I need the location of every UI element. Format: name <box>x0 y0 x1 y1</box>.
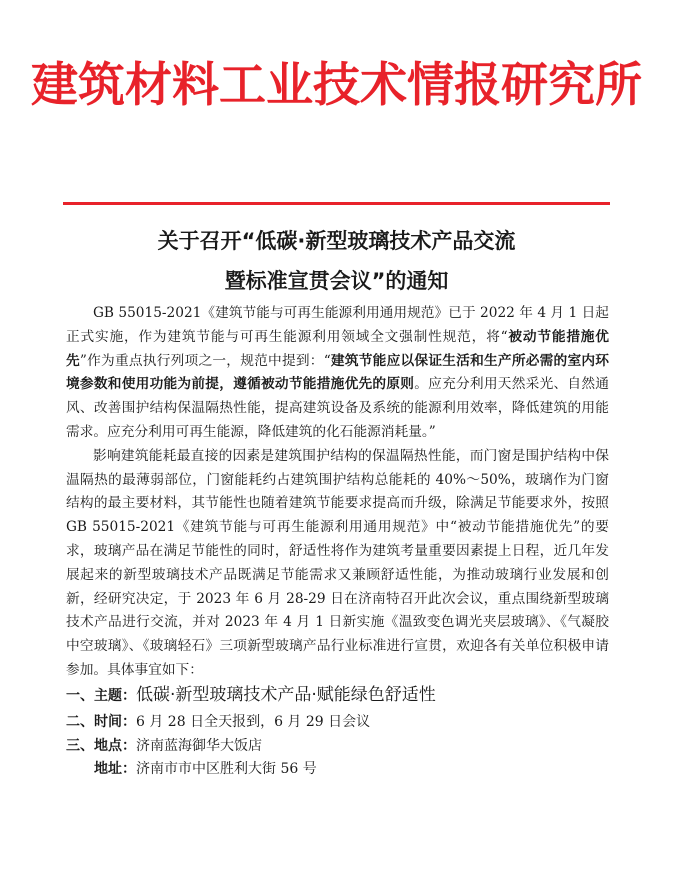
doc-title-line1: 关于召开“低碳·新型玻璃技术产品交流 <box>157 229 516 253</box>
theme-row <box>66 680 609 711</box>
bold-text-run: 建筑节能应以保证生活和生产所必需的室内环境参数和使用功能为前提，遵循被动节能措施优先的原则 <box>66 352 609 393</box>
doc-title-line2: 暨标准宣贯会议”的通知 <box>224 269 449 293</box>
venue-value: 济南蓝海御华大饭店 <box>136 737 262 754</box>
text-run: GB 55015-2021《建筑节能与可再生能源利用通用规范》已于 2022 年 4 月 1 日起正式实施，作为建筑节能与可再生能源利用领域全文强制性规范，将“ <box>66 305 609 345</box>
text-run: 影响建筑能耗最直接的因素是建筑围护结构的保温隔热性能，而门窗是围护结构中保温隔热的最薄弱部位，门窗能耗约占建筑围护结构总能耗的 40%～50%，玻璃作为门窗结构的最主要材料，其节能性也随着建筑节能要求提高而升级，除满足节能要求外，按照 GB 55015-2021《建筑节能与可再生能源利用通用规范》中“被动节能措施优先”的要求，玻璃产品在满足节能性的同时，舒适性将作为建筑考量重要因素提上日程，近几年发展起来的新型玻璃技术产品既满足节能需求又兼顾舒适性能，为推动玻璃行业发展和创新，经研究决定，于 2023 年 6 月 28-29 日在济南特召开此次会议，重点围绕新型玻璃技术产品进行交流，并对 2023 年 4 月 1 日新实施《温致变色调光夹层玻璃》、《气凝胶中空玻璃》、《玻璃轻石》三项新型玻璃产品行业标准进行宣贯，欢迎各有关单位积极申请参加。具体事宜如下： <box>66 447 609 678</box>
time-label: 二、时间： <box>66 714 136 730</box>
address-label: 地址： <box>94 761 136 777</box>
address-row <box>66 758 609 782</box>
theme-value: 低碳·新型玻璃技术产品·赋能绿色舒适性 <box>136 685 436 705</box>
text-run: 。应充分利用天然采光、自然通风、改善围护结构保温隔热性能，提高建筑设备及系统的能源利用效率，降低建筑的用能需求。应充分利用可再生能源，降低建筑的化石能源消耗量。” <box>66 376 609 440</box>
notice-body <box>66 302 609 683</box>
bold-text-run: 被动节能措施优先 <box>66 328 609 369</box>
paragraph-1 <box>66 302 609 445</box>
venue-row <box>66 735 609 759</box>
theme-label: 一、主题： <box>66 688 136 704</box>
red-divider-line <box>63 202 610 205</box>
detail-list <box>66 680 609 782</box>
text-run: ”作为重点执行列项之一，规范中提到：“ <box>79 352 331 369</box>
venue-label: 三、地点： <box>66 737 136 754</box>
time-value: 6 月 28 日全天报到，6 月 29 日会议 <box>136 714 371 730</box>
org-name-header: 建筑材料工业技术情报研究所 <box>31 58 642 113</box>
time-row <box>66 711 609 735</box>
address-value: 济南市市中区胜利大街 56 号 <box>136 761 317 777</box>
paragraph-2 <box>66 445 609 683</box>
